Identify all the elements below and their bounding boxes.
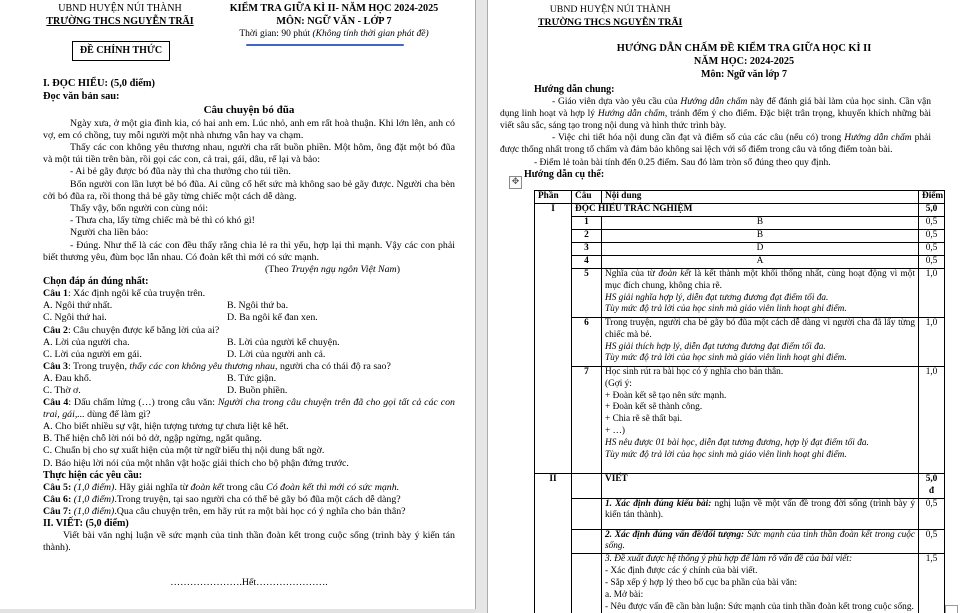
answer-score: 1,0 <box>919 268 945 317</box>
exam-subject: MÔN: NGỮ VĂN - LỚP 7 <box>276 15 392 27</box>
guidance-text: này để đánh giá bài làm của học sinh. Cần vận dụng linh hoạt và hợp lý <box>500 97 931 120</box>
answer-hint: (Gợi ý: <box>605 378 632 389</box>
exam-body <box>43 78 455 589</box>
guidance-text: - Giáo viên dựa vào yêu cầu của <box>552 97 681 108</box>
option-d: D. Ba ngôi kể đan xen. <box>227 312 318 324</box>
criterion-content <box>602 554 919 613</box>
question-term: đoàn kết <box>190 481 225 493</box>
question-5-row <box>535 268 945 317</box>
section-2-title: VIẾT <box>602 473 919 498</box>
question-1 <box>43 288 455 300</box>
answer-score: 0,5 <box>919 229 945 242</box>
answer-content <box>602 268 919 317</box>
question-6-row <box>535 317 945 366</box>
grading-note: Tùy mức độ trả lời của học sinh mà giáo viên linh hoạt ghi điểm. <box>605 353 847 364</box>
criterion-content <box>602 529 919 554</box>
story-paragraph: Ngày xưa, ở một gia đình kia, có hai anh em. Lúc nhỏ, anh em rất hoà thuận. Khi lớn lên, anh có vợ, em có chồng, tuy mỗi người một nhà nhưng vẫn hay va chạm. <box>43 117 455 141</box>
answer-value: D <box>602 242 919 255</box>
exam-org-block <box>26 3 214 41</box>
answer-row <box>535 255 945 268</box>
story-paragraph: Thấy các con không yêu thương nhau, người cha rất buồn phiền. Một hôm, ông đặt một bó đũa và một túi tiền trên bàn, rồi gọi các con, cả trai, gái, dâu, rể lại và bảo: <box>43 141 455 166</box>
question-label: Câu 7: <box>43 505 72 517</box>
grading-note: HS giải thích hợp lý, diễn đạt tương đương đạt điểm tối đa. <box>605 341 826 352</box>
question-text: .Qua câu chuyện trên, em hãy rút ra một bài học có ý nghĩa cho bản thân? <box>114 505 406 517</box>
criterion-text: Sức mạnh của tinh thần đoàn kết trong cuộc sống. <box>605 529 915 552</box>
criterion-line: - Nêu được vấn đề cần bàn luận: Sức mạnh của tinh thần đoàn kết trong cuộc sống. <box>605 601 914 612</box>
question-2 <box>43 325 455 337</box>
option-c: C. Lời của người em gái. <box>43 348 142 360</box>
empty-cell <box>572 473 602 498</box>
question-points: (1,0 điểm) <box>71 481 115 493</box>
answer-score: 0,5 <box>919 242 945 255</box>
time-label: Thời gian: 90 phút <box>239 29 311 39</box>
answer-value: B <box>602 216 919 229</box>
section-1-title: ĐỌC HIỂU TRẮC NGHIỆM <box>572 204 919 217</box>
guidance-text: , tránh đếm ý cho điểm. Đặc biệt trân trọng, khuyến khích những bài viết sâu sắc, sáng tạo trong nội dung và hình thức trình bày. <box>500 109 931 132</box>
section-writing-heading: II. VIẾT: (5,0 điểm) <box>43 518 129 530</box>
section-2-score: 5,0 đ <box>919 473 945 498</box>
option-d: D. Buồn phiền. <box>227 384 288 396</box>
question-7-row <box>535 366 945 473</box>
question-label: Câu 5: <box>43 481 72 493</box>
question-3-options <box>43 373 455 385</box>
guidance-text: - Việc chi tiết hóa nội dung cần đạt và điểm số của các câu (nếu có) trong <box>552 133 845 144</box>
question-3 <box>43 361 455 373</box>
answer-hint: + …) <box>605 426 625 437</box>
guidance-ref: Hướng dẫn chấm <box>844 133 912 144</box>
detail-guidance-heading: Hướng dẫn cụ thể: <box>524 168 605 180</box>
mc-heading: Chọn đáp án đúng nhất: <box>43 276 149 288</box>
section-1-row <box>535 204 945 217</box>
question-quote: thấy các con không yêu thương nhau <box>129 360 275 372</box>
writing-criterion-row <box>535 554 945 613</box>
guidance-text: phải được thống nhất trong tổ chấm và đảm bảo không sai lệch với số điểm trong câu và tổng điểm toàn bài. <box>500 133 931 156</box>
answer-value: B <box>602 229 919 242</box>
section-1-score: 5,0 <box>919 204 945 217</box>
criterion-line: - Xác định được các ý chính của bài viết. <box>605 566 758 577</box>
answer-text: là kết thành một khối thống nhất, cùng hoạt động vì một mục đích chung, không chia rẽ. <box>605 268 916 291</box>
table-move-handle-icon[interactable]: ✥ <box>509 176 522 189</box>
answer-number: 5 <box>572 268 602 317</box>
question-label: Câu 4 <box>43 397 69 409</box>
question-5 <box>43 482 455 494</box>
question-1-options <box>43 300 455 312</box>
option-c: C. Thờ ơ. <box>43 384 81 396</box>
option-a: A. Đau khổ. <box>43 372 92 384</box>
grading-note: HS giải nghĩa hợp lý, diễn đạt tương đương đạt điểm tối đa. <box>605 292 829 303</box>
empty-cell <box>572 498 602 529</box>
grading-note: HS nêu được 01 bài học, diễn đạt tương đương, hợp lý đạt điểm tối đa. <box>605 438 869 449</box>
general-guidance <box>500 84 931 181</box>
table-header-row <box>535 191 945 204</box>
reading-instruction: Đọc văn bản sau: <box>43 90 120 102</box>
question-1-options <box>43 312 455 324</box>
story-paragraph: - Ai bẻ gãy được bó đũa này thì cha thưởng cho túi tiền. <box>70 166 291 178</box>
criterion-content <box>602 498 919 529</box>
answer-key-page <box>487 0 960 613</box>
criterion-line: a. Mở bài: <box>605 590 644 601</box>
col-header-cau: Câu <box>572 191 602 204</box>
question-label: Câu 6: <box>43 493 72 505</box>
key-school-year: NĂM HỌC: 2024-2025 <box>693 56 795 67</box>
answer-score: 0,5 <box>919 216 945 229</box>
end-of-exam-line: ………………….Hết…………………. <box>170 576 328 588</box>
answer-number: 7 <box>572 366 602 473</box>
page-gap <box>476 0 487 613</box>
answer-row <box>535 229 945 242</box>
section-2-label: II <box>535 473 572 613</box>
answer-number: 3 <box>572 242 602 255</box>
col-header-phan: Phần <box>535 191 572 204</box>
key-subject: Môn: Ngữ văn lớp 7 <box>701 69 787 80</box>
org-name: UBND HUYỆN NÚI THÀNH <box>549 4 671 15</box>
school-name: TRƯỜNG THCS NGUYỄN TRÃI <box>538 16 683 28</box>
question-label: Câu 1 <box>43 288 68 300</box>
answer-row <box>535 242 945 255</box>
answer-number: 6 <box>572 317 602 366</box>
source-title: Truyện ngụ ngôn Việt Nam <box>291 263 397 275</box>
question-text: : Câu chuyện được kể bằng lời của ai? <box>67 324 220 336</box>
empty-cell <box>572 529 602 554</box>
answer-row <box>535 216 945 229</box>
answer-text: Học sinh rút ra bài học có ý nghĩa cho bản thân. <box>605 366 784 377</box>
question-quote: Người cha trong câu chuyện trên đã cho gọi tất cả các con trai, gái,... <box>43 397 455 421</box>
answer-hint: + Đoàn kết sẽ thành công. <box>605 402 703 413</box>
criterion-title: 2. Xác định đúng vấn đề/đối tượng: <box>605 529 745 540</box>
col-header-diem: Điểm <box>919 191 945 204</box>
section-1-label: I <box>535 204 572 474</box>
option-d: D. Báo hiệu lời nói của một nhân vật hoặc giải thích cho bộ phận đứng trước. <box>43 457 349 469</box>
exam-time <box>214 28 454 41</box>
question-text: , người cha có thái độ ra sao? <box>275 360 391 372</box>
question-text: : Xác định ngôi kể của truyện trên. <box>67 288 206 300</box>
option-a: A. Ngôi thứ nhất. <box>43 300 113 312</box>
question-6 <box>43 494 455 506</box>
criterion-title: 3. Đề xuất được hệ thống ý phù hợp để làm rõ vấn đề của bài viết: <box>605 554 853 565</box>
answer-hint: + Đoàn kết sẽ tạo nên sức mạnh. <box>605 390 727 401</box>
question-2-options <box>43 337 455 349</box>
story-paragraph: Thấy vậy, bốn người con cùng nói: <box>70 202 209 214</box>
answer-content <box>602 366 919 473</box>
answer-content <box>602 317 919 366</box>
answer-value: A <box>602 255 919 268</box>
exam-title-block <box>214 3 454 41</box>
grading-note: Tùy mức độ trả lời của học sinh mà giáo viên linh hoạt ghi điểm. <box>605 450 847 461</box>
section-2-row <box>535 473 945 498</box>
exam-title: KIỂM TRA GIỮA KÌ II- NĂM HỌC 2024-2025 <box>229 3 439 14</box>
criterion-score: 0,5 <box>919 529 945 554</box>
guidance-paragraph: - Điểm lẻ toàn bài tính đến 0.25 điểm. Sau đó làm tròn số đúng theo quy định. <box>534 157 831 168</box>
guidance-paragraph <box>500 96 931 132</box>
section-reading-heading: I. ĐỌC HIỂU: (5,0 điểm) <box>43 78 155 89</box>
writing-prompt: Viết bài văn nghị luận về sức mạnh của tinh thần đoàn kết trong cuộc sống (trình bày ý kiến tán thành). <box>43 530 455 554</box>
exam-page <box>0 0 476 609</box>
source-suffix: ) <box>396 263 400 275</box>
school-name: TRƯỜNG THCS NGUYỄN TRÃI <box>46 15 194 27</box>
key-org-block <box>538 4 682 29</box>
exam-header <box>26 3 454 41</box>
answer-score: 1,0 <box>919 317 945 366</box>
question-points: (1,0 điểm) <box>71 493 115 505</box>
criterion-title: 1. Xác định đúng kiểu bài: <box>605 498 712 509</box>
criterion-text: nghị luận về một vấn đề trong đời sống (trình bày ý kiến tán thành). <box>605 498 915 521</box>
question-text: : Trong truyện, <box>67 360 130 372</box>
org-name: UBND HUYỆN NÚI THÀNH <box>58 3 182 14</box>
blue-underline <box>246 44 404 46</box>
key-title-block <box>538 42 950 81</box>
writing-criterion-row <box>535 498 945 529</box>
question-2-options <box>43 349 455 361</box>
question-text: trong câu <box>224 481 267 493</box>
table-resize-handle[interactable] <box>945 605 958 613</box>
question-points: (1,0 điểm) <box>71 505 115 517</box>
story-paragraph: Người cha liền bảo: <box>70 227 149 239</box>
question-text: .Trong truyện, tại sao người cha có thể bẻ gãy bó đũa một cách dễ dàng? <box>114 493 401 505</box>
official-exam-badge: ĐỀ CHÍNH THỨC <box>72 41 170 61</box>
story-source <box>43 264 455 276</box>
answer-number: 1 <box>572 216 602 229</box>
story-title: Câu chuyện bó đũa <box>203 104 295 116</box>
question-text: dùng để làm gì? <box>84 409 151 421</box>
general-guidance-heading: Hướng dẫn chung: <box>534 84 615 95</box>
question-label: Câu 3 <box>43 360 68 372</box>
option-a: A. Cho biết nhiều sự vật, hiện tượng tương tự chưa liệt kê hết. <box>43 421 289 433</box>
source-prefix: (Theo <box>264 263 291 275</box>
writing-criterion-row <box>535 529 945 554</box>
story-paragraph: - Đúng. Như thế là các con đều thấy rằng chia lẻ ra thì yếu, hợp lại thì mạnh. Vậy các con phải biết thương yêu, đùm bọc lẫn nhau. Có đoàn kết thì mới có sức mạnh. <box>43 239 455 263</box>
question-quote: Có đoàn kết thì mới có sức mạnh. <box>266 481 400 493</box>
option-b: B. Thể hiện chỗ lời nói bỏ dở, ngập ngừng, ngắt quãng. <box>43 433 262 445</box>
open-questions-heading: Thực hiện các yêu cầu: <box>43 469 143 481</box>
answer-term: đoàn kết <box>658 268 692 279</box>
question-text: . Hãy giải nghĩa từ <box>114 481 191 493</box>
col-header-noidung: Nội dung <box>602 191 919 204</box>
answer-number: 4 <box>572 255 602 268</box>
grading-table <box>534 190 945 613</box>
option-c: C. Chuẩn bị cho sự xuất hiện của một từ ngữ biểu thị nội dung bất ngờ. <box>43 445 325 457</box>
question-text: : Dấu chấm lửng (…) trong câu văn: <box>68 397 218 409</box>
grading-note: Tùy mức độ trả lời của học sinh mà giáo viên linh hoạt ghi điểm. <box>605 304 847 315</box>
criterion-score: 1,5 <box>919 554 945 613</box>
guidance-ref: Hướng dẫn chấm <box>597 109 665 120</box>
option-a: A. Lời của người cha. <box>43 336 130 348</box>
option-b: B. Lời của người kể chuyện. <box>227 336 340 348</box>
answer-number: 2 <box>572 229 602 242</box>
question-3-options <box>43 385 455 397</box>
time-note: (Không tính thời gian phát đề) <box>310 29 429 39</box>
criterion-score: 0,5 <box>919 498 945 529</box>
answer-text: Nghĩa của từ <box>605 268 659 279</box>
empty-cell <box>572 554 602 613</box>
option-b: B. Ngôi thứ ba. <box>227 300 289 312</box>
key-title: HƯỚNG DẪN CHẤM ĐỀ KIỂM TRA GIỮA HỌC KÌ II <box>616 43 872 54</box>
answer-text: Trong truyện, người cha bẻ gãy bó đũa một cách dễ dàng vì người cha đã lấy từng chiếc mà bẻ. <box>605 317 915 340</box>
option-d: D. Lời của người anh cả. <box>227 348 326 360</box>
option-b: B. Tức giận. <box>227 372 277 384</box>
criterion-line: - Sắp xếp ý hợp lý theo bố cục ba phần của bài văn: <box>605 578 798 589</box>
question-label: Câu 2 <box>43 324 68 336</box>
answer-hint: + Chia rẽ sẽ thất bại. <box>605 414 683 425</box>
story-paragraph: - Thưa cha, lấy từng chiếc mà bẻ thì có khó gì! <box>70 215 255 227</box>
option-c: C. Ngôi thứ hai. <box>43 312 107 324</box>
guidance-paragraph <box>500 132 931 156</box>
question-4 <box>43 397 455 421</box>
story-paragraph: Bốn người con lần lượt bẻ bó đũa. Ai cũng cố hết sức mà không sao bẻ gãy được. Người cha bèn cởi bó đũa ra, rồi thong thả bẻ gãy từng chiếc một cách dễ dàng. <box>43 178 455 202</box>
answer-score: 0,5 <box>919 255 945 268</box>
answer-score: 1,0 <box>919 366 945 473</box>
guidance-ref: Hướng dẫn chấm <box>680 97 748 108</box>
question-7 <box>43 506 455 518</box>
